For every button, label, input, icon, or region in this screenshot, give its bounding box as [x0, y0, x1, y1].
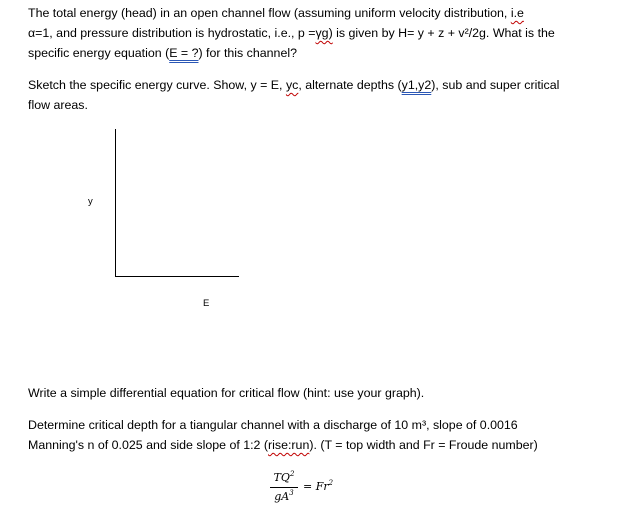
question-4-line-2: Manning's n of 0.025 and side slope of 1:2 (rise:run). (T = top width and Fr = Froude number) [28, 438, 538, 452]
equation-numerator: $TQ^2$ [273, 470, 295, 484]
question-4-line-1: Determine critical depth for a tiangular channel with a discharge of 10 m³, slope of 0.0016 [28, 418, 518, 432]
grammar-check-mark: y1,y2 [401, 78, 432, 92]
question-3-line-1: Write a simple differential equation for critical flow (hint: use your graph). [28, 386, 425, 400]
question-2-line-1: Sketch the specific energy curve. Show, y = E, yc, alternate depths (y1,y2), sub and super critical [28, 78, 560, 92]
sketch-x-axis [115, 276, 239, 277]
fraction-bar [270, 487, 298, 488]
sketch-y-axis [115, 129, 116, 277]
spell-check-mark: yc [285, 78, 299, 92]
spell-check-mark: rise:run [268, 438, 310, 452]
question-1-line-2: α=1, and pressure distribution is hydrostatic, i.e., p =γg) is given by H= y + z + v²/2g. What is the [28, 26, 555, 40]
question-1 [28, 3, 608, 63]
question-3 [28, 383, 608, 403]
question-4 [28, 415, 608, 455]
question-2-line-2: flow areas. [28, 98, 88, 112]
spell-check-mark: i.e [510, 6, 524, 20]
spell-check-mark: γg) [315, 26, 333, 40]
equation-denominator: $gA^3$ [274, 489, 294, 503]
question-1-line-1: The total energy (head) in an open channel flow (assuming uniform velocity distribution, i.e [28, 6, 524, 20]
grammar-check-mark: E = ? [169, 46, 199, 60]
equation-rhs: = $Fr^2$ [303, 479, 334, 493]
equation-fraction [270, 471, 298, 504]
question-1-line-3: specific energy equation (E = ?) for this channel? [28, 46, 297, 60]
sketch-x-axis-label: E [203, 298, 210, 309]
sketch-y-axis-label: y [88, 196, 93, 207]
question-2 [28, 75, 608, 115]
